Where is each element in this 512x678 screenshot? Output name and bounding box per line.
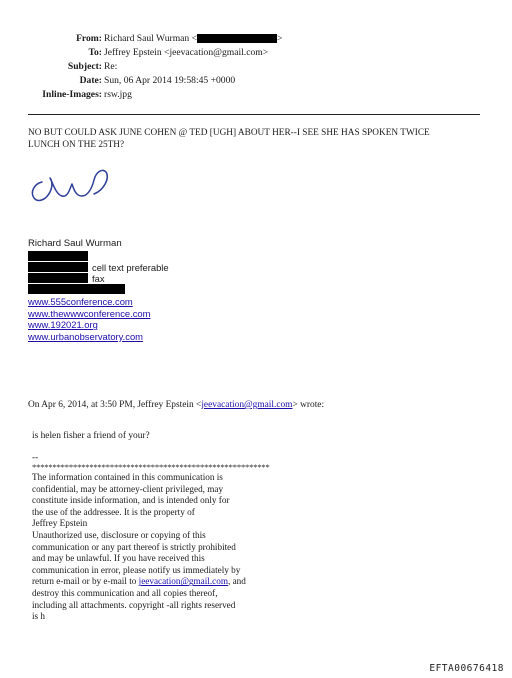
fax-note: fax: [92, 273, 105, 284]
inline-images-value: rsw.jpg: [104, 89, 132, 100]
disclaimer-prefix: return e-mail or by e-mail to: [32, 576, 139, 587]
header-divider: [28, 114, 480, 115]
disclaimer-line: and may be unlawful. If you have received this: [32, 553, 205, 564]
to-label: To:: [88, 47, 102, 58]
to-value: Jeffrey Epstein <jeevacation@gmail.com>: [104, 47, 269, 58]
signature-dashes: --: [32, 453, 39, 463]
date-value: Sun, 06 Apr 2014 19:58:45 +0000: [104, 75, 236, 86]
date-label: Date:: [79, 75, 102, 86]
document-id: EFTA00676418: [429, 663, 504, 674]
signature-name: Richard Saul Wurman: [28, 238, 122, 249]
link-thewwwconference[interactable]: www.thewwwconference.com: [28, 307, 151, 319]
stars-separator: **********************************************************: [32, 462, 270, 472]
disclaimer-line: destroy this communication and all copies thereof,: [32, 587, 218, 598]
message-body: [28, 128, 488, 151]
disclaimer-line: communication or any part thereof is strictly prohibited: [32, 541, 236, 552]
redaction-box: [28, 262, 88, 272]
redaction-box: [28, 273, 88, 283]
subject-label: Subject:: [67, 61, 102, 72]
redaction-box: [28, 251, 88, 261]
from-label: From:: [76, 33, 102, 44]
from-close: >: [277, 33, 283, 44]
subject-value: Re:: [104, 61, 118, 72]
disclaimer-block: [32, 472, 246, 623]
disclaimer-line: confidential, may be attorney-client privileged, may: [32, 483, 224, 494]
quoted-question: is helen fisher a friend of your?: [32, 431, 150, 441]
disclaimer-line: The information contained in this communication is: [32, 472, 223, 482]
disclaimer-line: [32, 576, 246, 588]
quoted-intro-prefix: On Apr 6, 2014, at 3:50 PM, Jeffrey Epstein <: [28, 400, 202, 410]
disclaimer-line: communication in error, please notify us immediately by: [32, 564, 241, 575]
message-line-1: NO BUT COULD ASK JUNE COHEN @ TED [UGH] ABOUT HER--I SEE SHE HAS SPOKEN TWICE: [28, 128, 430, 138]
quoted-intro-suffix: > wrote:: [292, 400, 325, 410]
email-header: [0, 32, 512, 102]
redaction-box: [28, 284, 125, 294]
quoted-intro: [28, 400, 488, 412]
inline-images-label: Inline-Images:: [42, 89, 102, 100]
link-urbanobservatory[interactable]: www.urbanobservatory.com: [28, 330, 143, 342]
disclaimer-line: is h: [32, 611, 46, 622]
link-555conference[interactable]: www.555conference.com: [28, 296, 133, 307]
disclaimer-line: the use of the addressee. It is the property of: [32, 506, 195, 517]
redaction-box: [197, 34, 277, 43]
disclaimer-line: Jeffrey Epstein: [32, 518, 88, 529]
cell-note: cell text preferable: [92, 262, 169, 273]
disclaimer-line: constitute inside information, and is intended only for: [32, 495, 230, 506]
disclaimer-line: Unauthorized use, disclosure or copying of this: [32, 529, 206, 540]
disclaimer-suffix: , and: [227, 576, 246, 587]
quoted-intro-email[interactable]: jeevacation@gmail.com: [201, 400, 293, 410]
disclaimer-email-link[interactable]: jeevacation@gmail.com: [138, 576, 228, 587]
disclaimer-line: including all attachments. copyright -all rights reserved: [32, 599, 236, 610]
link-192021[interactable]: www.192021.org: [28, 319, 98, 331]
message-line-2: LUNCH ON THE 25TH?: [28, 139, 125, 150]
handwritten-signature: [28, 160, 112, 204]
from-name: Richard Saul Wurman <: [104, 33, 198, 44]
signature-links: [28, 296, 150, 342]
from-value: [104, 32, 282, 46]
